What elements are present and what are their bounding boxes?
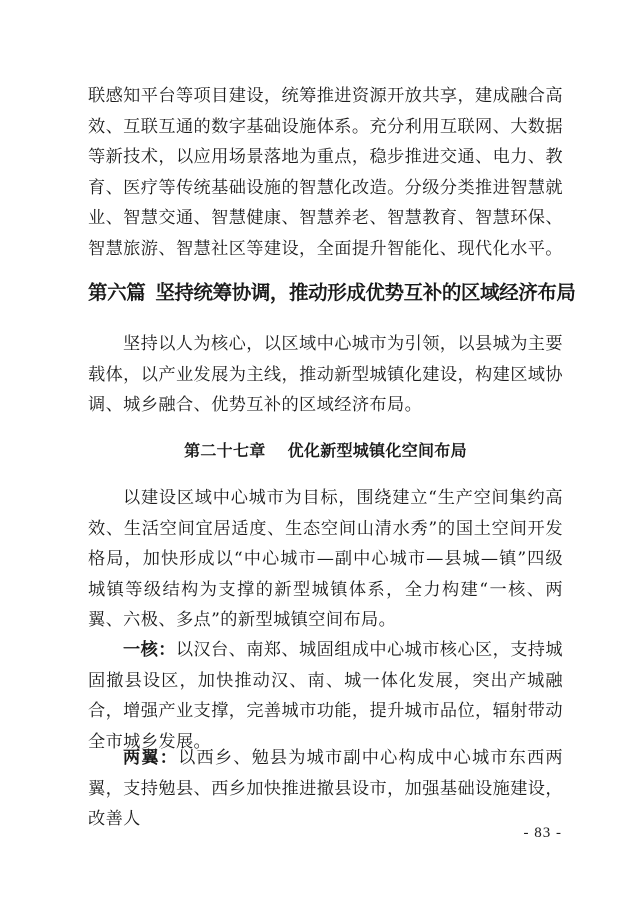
chapter-heading	[88, 436, 563, 466]
paragraph-intro: 联感知平台等项目建设，统筹推进资源开放共享，建成融合高效、互联互通的数字基础设施体系。充分利用互联网、大数据等新技术，以应用场景落地为重点，稳步推进交通、电力、教育、医疗等传统基础设施的智慧化改造。分级分类推进智慧就业、智慧交通、智慧健康、智慧养老、智慧教育、智慧环保、智慧旅游、智慧社区等建设，全面提升智能化、现代化水平。	[88, 86, 563, 259]
list-item-wings	[88, 743, 563, 835]
page-number: - 83 -	[523, 825, 562, 841]
item-text: 以西乡、勉县为城市副中心构成中心城市东西两翼，支持勉县、西乡加快推进撤县设市，加强基础设施建设，改善人	[88, 748, 564, 830]
item-lead: 两翼：	[123, 748, 179, 768]
item-lead: 一核：	[123, 640, 176, 660]
part-heading	[88, 278, 576, 308]
part-paragraph: 坚持以人为核心，以区域中心城市为引领，以县城为主要载体，以产业发展为主线，推动新型城镇化建设，构建区域协调、城乡融合、优势互补的区域经济布局。	[88, 334, 563, 416]
chapter-paragraph: 以建设区域中心城市为目标，围绕建立“生产空间集约高效、生活空间宜居适度、生态空间山清水秀”的国土空间开发格局，加快形成以“中心城市—副中心城市—县城—镇”四级城镇等级结构为支撑的新型城镇体系，全力构建“一核、两翼、六极、多点”的新型城镇空间布局。	[88, 488, 563, 631]
part-number: 第六篇	[88, 281, 146, 304]
item-text: 以汉台、南郑、城固组成中心城市核心区，支持城固撤县设区，加快推动汉、南、城一体化发展，突出产城融合，增强产业支撑，完善城市功能，提升城市品位，辐射带动全市城乡发展。	[88, 640, 563, 752]
list-item-core	[88, 635, 563, 757]
part-title: 坚持统筹协调，推动形成优势互补的区域经济布局	[155, 281, 576, 304]
chapter-number: 第二十七章	[184, 441, 266, 460]
chapter-title: 优化新型城镇化空间布局	[287, 441, 467, 460]
